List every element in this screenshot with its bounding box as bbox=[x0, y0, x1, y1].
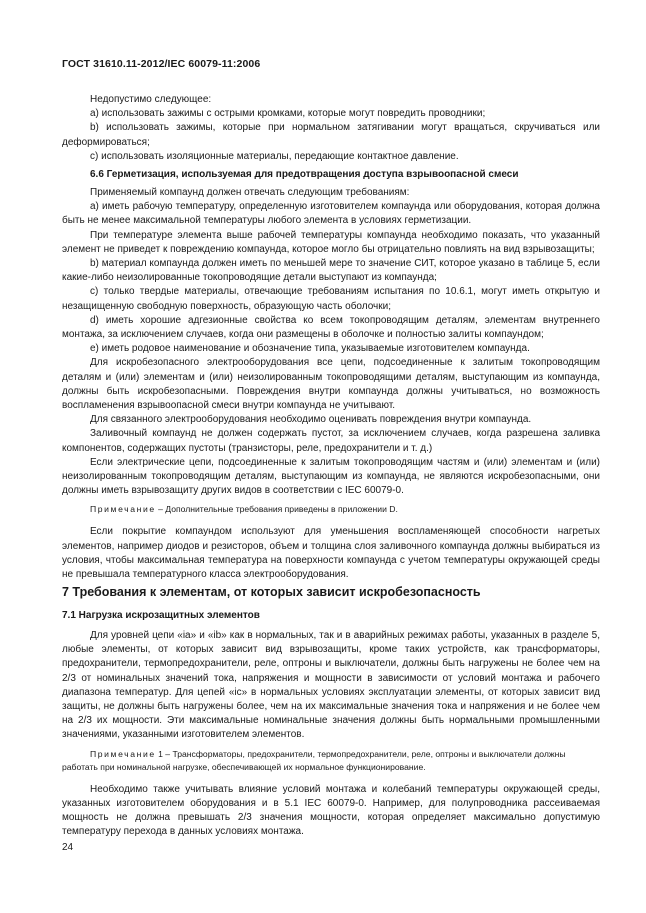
paragraph: Заливочный компаунд не должен содержать пустот, за исключением случаев, когда разрешена заливка компонентов, содержащих пустоты (транзисторы, реле, предохранители и т. д.) bbox=[62, 428, 600, 454]
paragraph: Необходимо также учитывать влияние условий монтажа и колебаний температуры окружающей среды, указанных изготовителем оборудования и в 5.1 IEC 60079-0. Например, для полупроводника рассеиваемая мощность не должна превышать 2/3 значения мощности, которая определяет максимально допустимую температуру перехода в данных условиях монтажа. bbox=[62, 783, 600, 838]
section-7-1-title: 7.1 Нагрузка искрозащитных элементов bbox=[62, 610, 260, 621]
paragraph: а) иметь рабочую температуру, определенную изготовителем компаунда или оборудования, которая должна быть не менее максимальной температуры любого элемента в условиях герметизации. bbox=[62, 201, 600, 227]
section-7-title: 7 Требования к элементам, от которых зависит искробезопасность bbox=[62, 585, 481, 599]
paragraph: е) иметь родовое наименование и обозначение типа, указываемые изготовителем компаунда. bbox=[90, 343, 530, 355]
paragraph: b) использовать зажимы, которые при нормальном затягивании могут вращаться, скручиваться или деформироваться; bbox=[62, 122, 600, 148]
note-7-1 bbox=[62, 748, 600, 774]
note-text: 1 – Трансформаторы, предохранители, термопредохранители, реле, оптроны и выключатели должны работать при номинальной нагрузке, обеспечивающей их нормальное функционирование. bbox=[62, 748, 566, 772]
paragraph: а) использовать зажимы с острыми кромками, которые могут повредить проводники; bbox=[90, 108, 486, 120]
paragraph: Для связанного электрооборудования необходимо оценивать повреждения внутри компаунда. bbox=[90, 414, 532, 426]
paragraph: Недопустимо следующее: bbox=[90, 94, 212, 105]
note-text: – Дополнительные требования приведены в приложении D. bbox=[155, 504, 398, 515]
paragraph: d) иметь хорошие адгезионные свойства ко всем токопроводящим деталям, элементам внутреннего монтажа, за исключением случаев, когда они размещены в оболочке и полностью залиты компаундом; bbox=[62, 314, 600, 341]
document-header: ГОСТ 31610.11-2012/IEC 60079-11:2006 bbox=[62, 58, 261, 70]
paragraph: При температуре элемента выше рабочей температуры компаунда необходимо показать, что указанный элемент не приведет к повреждению компаунда, которое могло бы отрицательно повлиять на вид взрывозащиты; bbox=[62, 229, 600, 255]
intro-block bbox=[62, 93, 600, 582]
section-7-block bbox=[62, 609, 600, 839]
paragraph: Если электрические цепи, подсоединенные к залитым токопроводящим частям и (или) элементам и (или) неизолированным токопроводящим деталям, выступающим из компаунда, не являются искробезопасными, они должны иметь взрывозащиту других видов в соответствии с IEC 60079-0. bbox=[62, 456, 600, 497]
section-6-6-title: 6.6 Герметизация, используемая для предотвращения доступа взрывоопасной смеси bbox=[90, 169, 519, 181]
paragraph: b) материал компаунда должен иметь по меньшей мере то значение СИТ, которое указано в таблице 5, если какие-либо неизолированные токопроводящие детали выступают из компаунда; bbox=[62, 258, 600, 284]
paragraph: Для уровней цепи «ia» и «ib» как в нормальных, так и в аварийных режимах работы, указанных в разделе 5, любые элементы, от которых зависит вид взрывозащиты, кроме таких устройств, как трансформаторы, предохранители, термопредохранители, реле, оптроны и выключатели, должны быть нагружены не более чем на 2/3 от номинальных значений тока, напряжения и мощности в зависимости от условий монтажа и рабочего диапазона температур. Для цепей «ic» в нормальных условиях эксплуатации элементы, от которых зависит вид защиты, не должны быть нагружены более, чем на их максимальные значения тока и напряжения и не более чем на 2/3 их мощности. Эти максимальные номинальные значения должны быть нормальными промышленными значениями, указанными изготовителем элементов. bbox=[62, 630, 600, 741]
note-6-6 bbox=[62, 503, 600, 516]
paragraph: Для искробезопасного электрооборудования все цепи, подсоединенные к залитым токопроводящим деталям и (или) элементам и (или) неизолированным токопроводящими деталям, выступающим из компаунда, должны быть искробезопасными. Повреждения внутри компаунда должны учитываться, но возможность воспламенения взрывоопасной смеси внутри компаунда не учитывают. bbox=[62, 357, 600, 412]
paragraph: Применяемый компаунд должен отвечать следующим требованиям: bbox=[90, 187, 410, 199]
note-label: Примечание bbox=[90, 504, 156, 515]
paragraph: Если покрытие компаундом используют для уменьшения воспламеняющей способности нагретых элементов, например диодов и резисторов, объем и толщина слоя заливочного компаунда должны выбираться из условия, чтобы максимальная температура на поверхности компаунда с учетом температуры окружающей среды не превышала температурного класса электрооборудования. bbox=[62, 526, 600, 581]
paragraph: c) только твердые материалы, отвечающие требованиям испытания по 10.6.1, могут иметь открытую и незащищенную свободную поверхность, образующую часть оболочки; bbox=[62, 286, 600, 312]
paragraph: c) использовать изоляционные материалы, передающие контактное давление. bbox=[90, 150, 459, 162]
note-label: Примечание bbox=[90, 748, 156, 759]
page-number: 24 bbox=[62, 842, 74, 853]
